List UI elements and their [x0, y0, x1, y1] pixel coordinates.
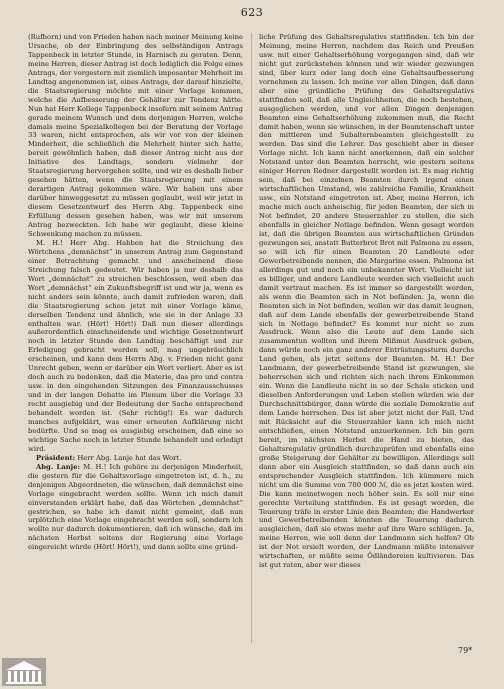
paragraph: liche Prüfung des Gehaltsregulativs stattfinden. Ich bin der Meinung, meine Herren, nachdem das Reich und Preußen usw. mit einer Gehaltserhöhung vorgegangen sind, daß wir nicht gut zurückstehen können und wir wieder gezwungen sind, über kurz oder lang doch eine Gehaltsaufbesserung vornehmen zu lassen. Ich meine vor allen Dingen, daß dann aber eine gründliche Prüfung des Gehaltsregulativs stattfinden soll, daß alle Ungleichheiten, die noch bestehen, ausgeglichen werden, und vor allen Dingen denjenigen Beamten eine Gehaltserhöhung zukommen muß, die Recht damit haben, wenn sie wünschen, in der Beamtenschaft unter den mittleren und Subalternbeamten gleichgestellt zu werden. Das sind die Lehrer. Das geschieht aber in dieser Vorlage nicht. Ich kann nicht anerkennen, daß ein solcher Notstand unter den Beamten herrscht, wie gestern seitens einiger Herren Redner dargestellt worden ist. Es mag richtig sein, daß bei einzelnen Beamten durch irgend einen wirtschaftlichen Umstand, wie zahlreiche Familie, Krankheit usw., ein Notstand eingetreten ist. Aber, meine Herren, ich mache mich auch anheischig, für jeden Beamten, der sich in Not befindet, 20 andere Steuerzahler zu stellen, die sich ebenfalls in gleicher Notlage befinden. Wenn gesagt worden ist, daß die übrigen Beamten aus wirtschaftlichen Gründen gezwungen sei, anstatt Butterbrot Brot mit Palmona zu essen, so will ich für einen Beamten 20 Landleute oder Gewerbetreibende nennen, die Margarine essen. Palmona ist allerdings gut und noch ein unbekannter Wort. Vielleicht ist es billiger, und andere Landleute werden sich vielleicht auch damit vertraut machen. Es ist immer so dargestellt worden, als wenn die Beamten sich in Not befänden. Ja, wenn die Beamten sich in Not befinden, wollen wir das damit leugnen, daß auf dem Lande ebenfalls der gewerbetreibende Stand sich in Notlage befindet? Es kommt nur nicht so zum Ausdruck. Wenn also die Leute auf dem Lande sich zusammentun wollten und ihrem Mißmut Ausdruck geben, dann würde noch ein ganz anderer Entrüstungssturm durchs Land gehen, als jetzt seitens der Beamten. M. H.! Der Landmann, der gewerbetreibende Stand ist gezwungen, sie beherrschen sich und richten sich nach ihrem Einkommen ein. Wenn die Landleute nicht in so der Schale sticken und dieselben Anforderungen und Leben stellen würden wie der Durchschnittsbürger, dann würde die soziale Demokratie auf dem Lande herrschen. Das ist aber jetzt nicht der Fall. Und mit Rücksicht auf die Steuerzahler kann ich mich nicht entschließen, einen Notstand anzuerkennen. Ich bin gern bereit, im nächsten Herbst die Hand zu bieten, das Gehaltsregulativ gründlich durchzuprüfen und ebenfalls eine große Steigerung der Gehälter zu bewilligen. Allerdings soll dann aber ein Ausgleich stattfinden, so daß dann auch ein entsprechender Ausgleich stattfinden. Ich kümmere mich nicht um die Summe von 700 000 ℳ, die es jetzt kosten wird. Die kann meinetwegen noch höher sein. Es soll nur eine gerechte Verteilung stattfinden. Es ist gesagt worden, die Teuerung träfe in erster Linie den Beamten; die Handwerker und Gewerbetreibenden könnten die Teuerung dadurch ausgleichen, daß sie etwas mehr auf ihre Ware schlügen. Ja, meine Herren, wie soll denn der Landmann sich helfen? Ob ist der Not ersielt worden, der Landmann müßte intensiver wirtschaften, er müßte seine Ödländereien kultivieren. Das ist gut raten, aber wer dieses [259, 33, 474, 570]
column-divider [251, 33, 252, 643]
speech-text: M. H.! Ich gehöre zu derjenigen Minderheit, die gestern für die Gehaltsvorlage eingetreten ist, d. h., zu denjenigen Abgeordneten, die wünschen, daß demnächst eine Vorlage eingebracht werden sollte. Wenn ich mich damit einverstanden erklärt habe, daß das Wörtchen „demnächst“ gestrichen, so habe ich damit nicht gemeint, daß nun urplötzlich eine Vorlage eingebracht werden soll, sondern ich wollte nur dadurch dokumentieren, daß ich wünsche, daß im nächsten Herbst seitens der Regierung eine Vorlage eingereicht würde (Hört! Hört!), und dann sollte eine gründ- [28, 462, 243, 552]
page-number: 623 [240, 6, 264, 19]
signature-mark: 79* [458, 646, 473, 655]
speaker-name: Abg. Lanje: [36, 462, 80, 471]
left-text-column [28, 33, 243, 648]
paragraph: (Rufhorn) und von Frieden haben nach meiner Meinung keine Ursache, ob der Einbringung des selbständigen Antrags Tappenbeck in letzter Stunde, in Harnisch zu geraten. Denn, meine Herren, dieser Antrag ist doch lediglich die Folge eines Antrags, der vorgestern mit ziemlich imposanter Mehrheit im Landtag angenommen ist, eines Antrags, der darauf hinzielte, die Staatsregierung möchte mit einer Vorlage kommen, welche die Aufbesserung der Gehälter zur Tendenz hätte. Nun hat Herr Kollege Tappenbeck insofern mit seinem Antrag gerade meinem Wunsch und dem derjenigen Herren, welche damals meine Spezialkollegen bei der Beratung der Vorlage 33 waren, nicht entsprochen, als wir vor von der kleinen Minderheit, die schließlich die Mehrheit hinter sich hatte, bereit gewöhnlich haben, daß dieser Antrag nicht aus der Initiative des Landtags, sondern vielmehr der Staatsregierung hervorgehen sollte, und wir es deshalb lieber gesehen hätten, wenn die Staatsregierung mit einem derartigen Antrag gekommen wäre. Wir haben uns aber darüber hinweggesetzt zu müssen geglaubt, weil wir jetzt in diesem Gesetzentwurf des Herrn Abg. Tappenbeck eine Erfüllung dessen gesehen haben, was wir mit unserem Antrag bezweckten. Ich habe wir geglaubt, diese kleine Schwenkung machen zu müssen. [28, 33, 243, 238]
speech-text: Herr Abg. Lanje hat das Wort. [77, 453, 182, 462]
paragraph [28, 454, 243, 463]
paragraph: M. H.! Herr Abg. Habben hat die Streichung des Wörtchens „demnächst“ in unserem Antrag zum Gegenstand einer Betrachtung gemacht und anscheinend diese Streichung falsch gedeutet. Wir haben ja nur deshalb das Wort „demnächst“ zu streichen beschlossen, weil eben das Wort „demnächst“ ein Zukunftsbegriff ist und wir ja, wenn es nicht anders sein könnte, auch damit zufrieden waren, daß die Staatsregierung schon jetzt mit einer Vorlage käme, derselben Tendenz und ähnlich, wie sie in der Anlage 33 enthalten war. (Hört! Hört!) Daß nun dieser allerdings außerordentlich einschneidende und wichtige Gesetzentwurf noch in letzter Stunde den Landtag beschäftigt und zur Erledigung gebracht werden soll, mag ungebräuchlich erscheinen, und kann dem Herrn Abg. v. Frieden nicht ganz Unrecht geben, wenn er darüber ein Wort verliert. Aber es ist doch auch zu bedenken, daß die Materie, das pro und contra usw. in den eingehenden Sitzungen des Finanzausschusses und in der langen Debatte im Plenum über die Vorlage 33 recht ausgiebig und der Bedeutung der Sache entsprechend behandelt worden ist. (Sehr richtig!) Es war dadurch manches aufgeklärt, was einer erneuten Aufklärung nicht bedürfte. Und so mag es ausgiebig erscheinen, daß eine so wichtige Sache noch in letzter Stunde behandelt und erledigt wird. [28, 238, 243, 453]
library-building-icon [2, 658, 46, 686]
speaker-name: Präsident: [36, 453, 76, 462]
paragraph [28, 463, 243, 553]
right-text-column [259, 33, 474, 648]
